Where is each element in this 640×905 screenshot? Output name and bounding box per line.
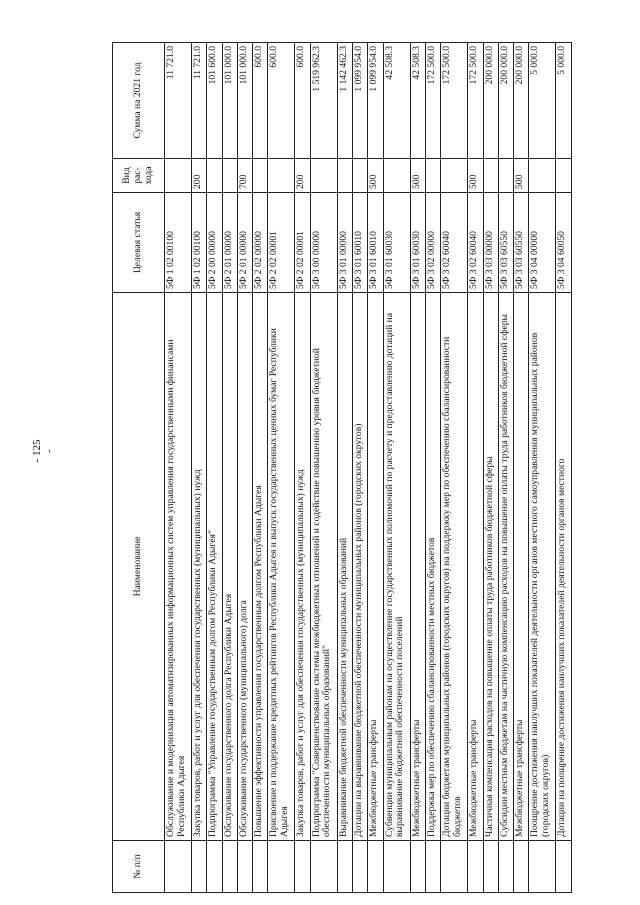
cell-name: Межбюджетные трансферты	[410, 293, 425, 841]
page-number: - 125 -	[31, 439, 55, 463]
cell-sum: 1 099 954.0	[368, 43, 383, 159]
table-row	[222, 43, 237, 893]
cell-code: 5Ф 3 01 60030	[410, 193, 425, 293]
cell-num	[222, 841, 237, 893]
cell-num	[425, 841, 440, 893]
cell-sum: 101 600.0	[207, 43, 222, 159]
cell-sum: 5 000.0	[529, 43, 556, 159]
cell-code: 5Ф 3 02 60040	[468, 193, 483, 293]
cell-num	[514, 841, 529, 893]
header-name: Наименование	[113, 293, 165, 841]
cell-code: 5Ф 3 04 00000	[529, 193, 556, 293]
cell-code: 5Ф 2 01 00000	[222, 193, 237, 293]
cell-code: 5Ф 2 02 00000	[253, 193, 268, 293]
cell-name: Субвенции муниципальным районам на осуществление государственных полномочий по расчету и предоставлению дотаций на выравнивание бюджетной обеспеченности поселений	[383, 293, 410, 841]
cell-type	[441, 159, 468, 193]
cell-code: 5Ф 2 01 00000	[237, 193, 252, 293]
cell-type	[353, 159, 368, 193]
table-row	[165, 43, 192, 893]
cell-type	[253, 159, 268, 193]
cell-name: Дотации на поощрение достижения наилучших показателей деятельности органов местного	[556, 293, 572, 841]
cell-name: Закупка товаров, работ и услуг для обеспечения государственных (муниципальных) нужд	[192, 293, 207, 841]
cell-sum: 42 508.3	[383, 43, 410, 159]
cell-type	[222, 159, 237, 193]
cell-code: 5Ф 3 03 00000	[483, 193, 498, 293]
cell-code: 5Ф 2 00 00000	[207, 193, 222, 293]
cell-type	[498, 159, 513, 193]
cell-code: 5Ф 3 04 60050	[556, 193, 572, 293]
cell-code: 5Ф 3 03 60550	[498, 193, 513, 293]
cell-sum: 101 000.0	[237, 43, 252, 159]
cell-code: 5Ф 3 00 00000	[310, 193, 337, 293]
cell-code: 5Ф 3 01 60010	[353, 193, 368, 293]
cell-type: 700	[237, 159, 252, 193]
table-row	[310, 43, 337, 893]
table-row	[483, 43, 498, 893]
cell-sum: 600.0	[268, 43, 295, 159]
cell-code: 5Ф 2 02 00001	[268, 193, 295, 293]
cell-sum: 11 721.0	[165, 43, 192, 159]
table-row	[253, 43, 268, 893]
cell-num	[207, 841, 222, 893]
cell-name: Обслуживание государственного долга Республики Адыгея	[222, 293, 237, 841]
header-code: Целевая статья	[113, 193, 165, 293]
cell-sum: 101 000.0	[222, 43, 237, 159]
cell-sum: 1 519 962.3	[310, 43, 337, 159]
cell-num	[556, 841, 572, 893]
cell-type	[529, 159, 556, 193]
table-row	[498, 43, 513, 893]
cell-sum: 172 500.0	[441, 43, 468, 159]
cell-num	[483, 841, 498, 893]
cell-type: 500	[468, 159, 483, 193]
cell-type	[425, 159, 440, 193]
cell-num	[383, 841, 410, 893]
cell-type	[337, 159, 352, 193]
cell-name: Обслуживание и модернизация автоматизированных информационных систем управления государственными финансами Республики Адыгея	[165, 293, 192, 841]
table-row	[337, 43, 352, 893]
cell-name: Поощрение достижения наилучших показателей деятельности органов местного самоуправления муниципальных районов (городских округов)	[529, 293, 556, 841]
cell-num	[468, 841, 483, 893]
cell-num	[295, 841, 310, 893]
cell-code: 5Ф 2 02 00001	[295, 193, 310, 293]
cell-sum: 1 142 462.3	[337, 43, 352, 159]
cell-sum: 172 500.0	[425, 43, 440, 159]
table-row	[468, 43, 483, 893]
cell-type	[207, 159, 222, 193]
cell-num	[310, 841, 337, 893]
cell-code: 5Ф 3 02 00000	[425, 193, 440, 293]
cell-name: Межбюджетные трансферты	[514, 293, 529, 841]
cell-num	[237, 841, 252, 893]
cell-code: 5Ф 1 02 00100	[165, 193, 192, 293]
cell-name: Дотации на выравнивание бюджетной обеспеченности муниципальных районов (городских округов)	[353, 293, 368, 841]
table-row	[268, 43, 295, 893]
rotated-page-content	[112, 43, 572, 893]
cell-type: 200	[192, 159, 207, 193]
cell-type: 500	[410, 159, 425, 193]
cell-sum: 200 000.0	[483, 43, 498, 159]
table-row	[529, 43, 556, 893]
table-row	[237, 43, 252, 893]
cell-name: Субсидии местным бюджетам на частичную компенсацию расходов на повышение оплаты труда работников бюджетной сферы	[498, 293, 513, 841]
cell-type: 500	[368, 159, 383, 193]
cell-name: Подпрограмма "Совершенствование системы межбюджетных отношений и содействие повышению уровня бюджетной обеспеченности муниципальных образований"	[310, 293, 337, 841]
cell-sum: 11 721.0	[192, 43, 207, 159]
cell-type: 500	[514, 159, 529, 193]
budget-table	[112, 42, 572, 893]
cell-name: Выравнивание бюджетной обеспеченности муниципальных образований	[337, 293, 352, 841]
cell-sum: 200 000.0	[514, 43, 529, 159]
cell-name: Дотации бюджетам муниципальных районов (городских округов) на поддержку мер по обеспечению сбалансированности бюджетов	[441, 293, 468, 841]
cell-code: 5Ф 1 02 00100	[192, 193, 207, 293]
cell-sum: 42 508.3	[410, 43, 425, 159]
cell-name: Межбюджетные трансферты	[368, 293, 383, 841]
table-row	[410, 43, 425, 893]
table-row	[556, 43, 572, 893]
cell-code: 5Ф 3 01 60010	[368, 193, 383, 293]
table-body	[165, 43, 572, 893]
cell-type	[483, 159, 498, 193]
cell-sum: 200 000.0	[498, 43, 513, 159]
header-type: Вид рас- хода	[113, 159, 165, 193]
table-row	[383, 43, 410, 893]
cell-code: 5Ф 3 01 00000	[337, 193, 352, 293]
cell-name: Присвоение и поддержание кредитных рейтингов Республики Адыгея и выпуск государственных ценных бумаг Республики Адыгея	[268, 293, 295, 841]
cell-num	[368, 841, 383, 893]
cell-num	[268, 841, 295, 893]
cell-num	[337, 841, 352, 893]
cell-num	[165, 841, 192, 893]
cell-sum: 600.0	[253, 43, 268, 159]
table-row	[441, 43, 468, 893]
table-row	[207, 43, 222, 893]
cell-type	[268, 159, 295, 193]
table-row	[192, 43, 207, 893]
table-row	[425, 43, 440, 893]
cell-type	[383, 159, 410, 193]
cell-code: 5Ф 3 02 60040	[441, 193, 468, 293]
cell-name: Поддержка мер по обеспечению сбалансированности местных бюджетов	[425, 293, 440, 841]
table-header-row	[113, 43, 165, 893]
cell-type: 200	[295, 159, 310, 193]
cell-num	[192, 841, 207, 893]
cell-num	[441, 841, 468, 893]
cell-sum: 600.0	[295, 43, 310, 159]
cell-num	[529, 841, 556, 893]
cell-type	[310, 159, 337, 193]
cell-code: 5Ф 3 03 60550	[514, 193, 529, 293]
cell-sum: 172 500.0	[468, 43, 483, 159]
cell-type	[165, 159, 192, 193]
cell-name: Межбюджетные трансферты	[468, 293, 483, 841]
header-num: № п/п	[113, 841, 165, 893]
table-row	[353, 43, 368, 893]
cell-sum: 5 000.0	[556, 43, 572, 159]
cell-name: Подпрограмма "Управление государственным долгом Республики Адыгея"	[207, 293, 222, 841]
cell-num	[353, 841, 368, 893]
cell-name: Закупка товаров, работ и услуг для обеспечения государственных (муниципальных) нужд	[295, 293, 310, 841]
cell-name: Частичная компенсация расходов на повышение оплаты труда работников бюджетной сферы	[483, 293, 498, 841]
cell-num	[253, 841, 268, 893]
cell-name: Повышение эффективности управления государственным долгом Республики Адыгея	[253, 293, 268, 841]
cell-num	[498, 841, 513, 893]
cell-code: 5Ф 3 01 60030	[383, 193, 410, 293]
table-row	[368, 43, 383, 893]
cell-name: Обслуживание государственного (муниципального) долга	[237, 293, 252, 841]
table-row	[514, 43, 529, 893]
header-sum: Сумма на 2021 год	[113, 43, 165, 159]
cell-num	[410, 841, 425, 893]
cell-sum: 1 099 954.0	[353, 43, 368, 159]
table-row	[295, 43, 310, 893]
cell-type	[556, 159, 572, 193]
